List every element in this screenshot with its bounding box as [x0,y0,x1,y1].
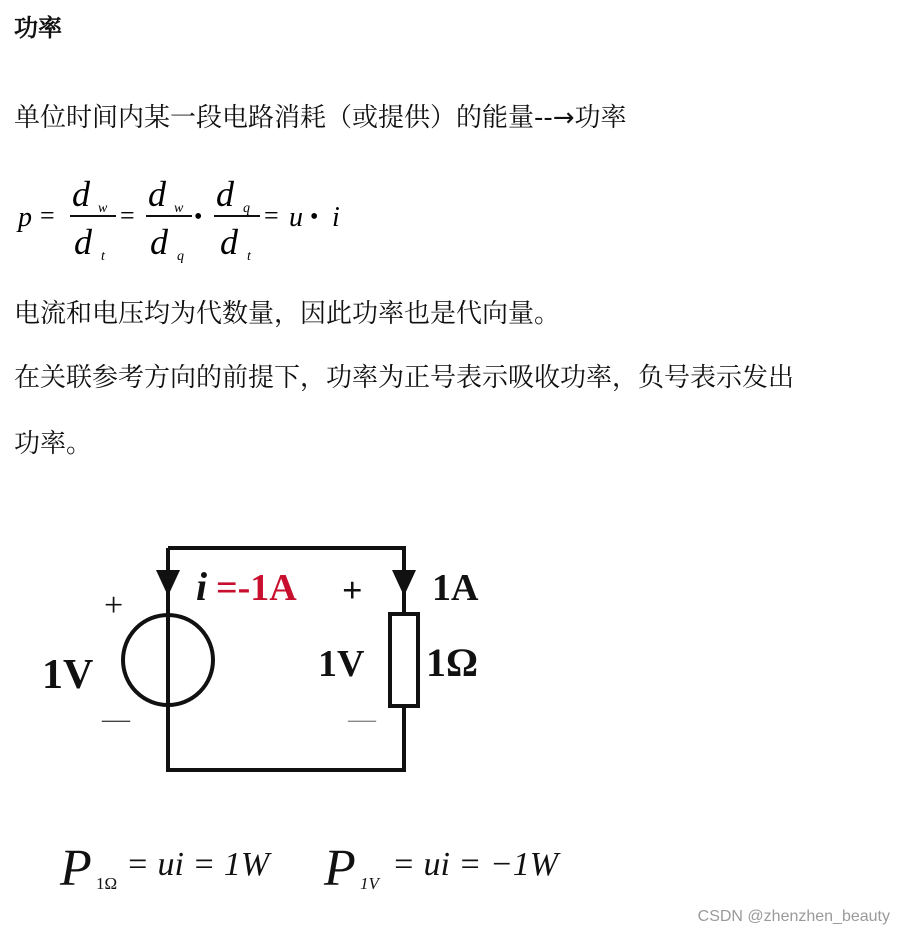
eq-left-P: P [60,840,92,897]
eq-left-sub: 1Ω [96,874,118,893]
section-heading: 功率 [14,14,62,42]
eq-right-rest: = ui = −1W [392,846,559,883]
source-voltage-label: 1V [42,652,94,698]
formula-dot-2: • [310,204,319,230]
left-current-arrow [156,570,180,596]
convention-text-line-1: 在关联参考方向的前提下，功率为正号表示吸收功率，负号表示发出 [14,363,795,393]
formula-num-d-2: d [148,174,166,214]
resistor-plus-sign: + [342,570,363,610]
right-current-arrow [392,570,416,596]
formula-dot-1: • [194,204,203,230]
formula-den-d-1: d [74,222,92,262]
algebraic-text: 电流和电压均为代数量，因此功率也是代向量。 [14,299,561,329]
definition-text: 单位时间内某一段电路消耗（或提供）的能量--→功率 [14,103,627,133]
circuit-diagram [20,492,540,802]
formula-sub-t-2: t [247,249,251,264]
resistor-minus-sign: — [348,704,376,735]
resistor-symbol [390,614,418,706]
resistor-voltage-label: 1V [318,643,365,685]
formula-eq-2: = [120,201,135,230]
formula-eq-1: = [40,201,55,230]
formula-sub-w-1: w [98,201,108,216]
formula-den-d-2: d [150,222,168,262]
formula-num-d-1: d [72,174,90,214]
formula-num-d-3: d [216,174,234,214]
eq-right-sub: 1V [360,874,379,893]
current-value-label: =-1A [216,567,297,609]
current-symbol-i: i [196,564,208,609]
formula-den-d-3: d [220,222,238,262]
power-equations [58,835,598,905]
right-current-label: 1A [432,567,479,609]
formula-sub-w-2: w [174,201,184,216]
formula-eq-3: = [264,201,279,230]
formula-p: p [18,202,32,233]
convention-text-line-2: 功率。 [14,429,93,459]
formula-u: u [289,202,303,233]
formula-sub-q-1: q [177,249,184,264]
resistance-label: 1Ω [426,640,479,685]
source-minus-sign: — [102,704,130,735]
formula-sub-t-1: t [101,249,105,264]
power-formula [14,168,374,268]
source-plus-sign: + [104,587,124,624]
eq-left-rest: = ui = 1W [126,846,270,883]
formula-i: i [332,202,340,233]
watermark: CSDN @zhenzhen_beauty [697,908,890,925]
formula-sub-q-2: q [243,201,250,216]
eq-right-P: P [324,840,356,897]
